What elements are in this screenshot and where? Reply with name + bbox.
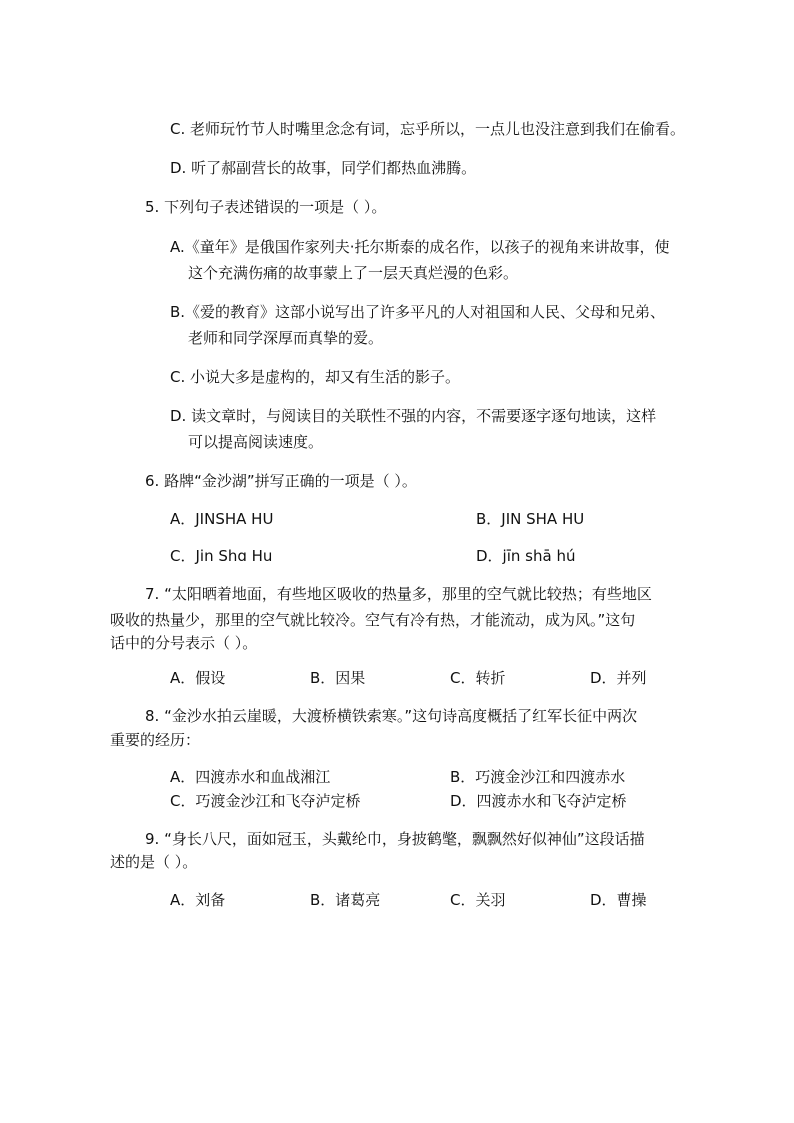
q7-option-b: B．因果 bbox=[310, 669, 366, 687]
q9-option-d: D．曹操 bbox=[590, 891, 647, 909]
q7-option-d: D．并列 bbox=[590, 669, 647, 687]
q9-stem-line2: 述的是（ ）。 bbox=[110, 853, 198, 871]
q9-option-c: C．关羽 bbox=[450, 891, 506, 909]
q7-option-a: A．假设 bbox=[170, 669, 226, 687]
q8-stem-line1: 8. “金沙水拍云崖暖，大渡桥横铁索寒。”这句诗高度概括了红军长征中两次 bbox=[145, 707, 638, 725]
q5-stem: 5. 下列句子表述错误的一项是（ ）。 bbox=[145, 198, 387, 216]
q7-stem-line2: 吸收的热量少，那里的空气就比较冷。空气有冷有热，才能流动，成为风。”这句 bbox=[110, 611, 636, 629]
q8-option-c: C．巧渡金沙江和飞夺泸定桥 bbox=[170, 792, 361, 810]
q9-stem-line1: 9. “身长八尺，面如冠玉，头戴纶巾，身披鹤氅，飘飘然好似神仙”这段话描 bbox=[145, 830, 645, 848]
q6-option-c: C．Jin Shɑ Hu bbox=[170, 547, 273, 565]
q6-option-a: A．JINSHA HU bbox=[170, 510, 274, 528]
q7-stem-line3: 话中的分号表示（ ）。 bbox=[110, 634, 258, 652]
q5-option-c: C. 小说大多是虚构的，却又有生活的影子。 bbox=[170, 368, 461, 386]
q5-option-b-line1: B.《爱的教育》这部小说写出了许多平凡的人对祖国和人民、父母和兄弟、 bbox=[170, 303, 666, 321]
q8-option-b: B．巧渡金沙江和四渡赤水 bbox=[450, 768, 626, 786]
q8-stem-line2: 重要的经历： bbox=[110, 731, 201, 749]
q6-option-b: B．JIN SHA HU bbox=[476, 510, 585, 528]
q5-option-a-line2: 这个充满伤痛的故事蒙上了一层天真烂漫的色彩。 bbox=[188, 264, 519, 282]
q9-option-a: A．刘备 bbox=[170, 891, 226, 909]
q5-option-d-line2: 可以提高阅读速度。 bbox=[188, 433, 324, 451]
q4-option-d: D. 听了郝副营长的故事，同学们都热血沸腾。 bbox=[170, 159, 477, 177]
q8-option-d: D．四渡赤水和飞夺泸定桥 bbox=[450, 792, 627, 810]
q9-option-b: B．诸葛亮 bbox=[310, 891, 381, 909]
q6-option-d: D．jīn shā hú bbox=[476, 547, 576, 565]
q7-option-c: C．转折 bbox=[450, 669, 506, 687]
q4-option-c: C. 老师玩竹节人时嘴里念念有词，忘乎所以，一点儿也没注意到我们在偷看。 bbox=[170, 120, 686, 138]
q5-option-d-line1: D. 读文章时，与阅读目的关联性不强的内容，不需要逐字逐句地读，这样 bbox=[170, 407, 657, 425]
q5-option-b-line2: 老师和同学深厚而真挚的爱。 bbox=[188, 329, 384, 347]
q5-option-a-line1: A.《童年》是俄国作家列夫·托尔斯泰的成名作，以孩子的视角来讲故事，使 bbox=[170, 238, 670, 256]
q8-option-a: A．四渡赤水和血战湘江 bbox=[170, 768, 331, 786]
q6-stem: 6. 路牌“金沙湖”拼写正确的一项是（ ）。 bbox=[145, 472, 417, 490]
q7-stem-line1: 7. “太阳晒着地面，有些地区吸收的热量多，那里的空气就比较热；有些地区 bbox=[145, 585, 652, 603]
